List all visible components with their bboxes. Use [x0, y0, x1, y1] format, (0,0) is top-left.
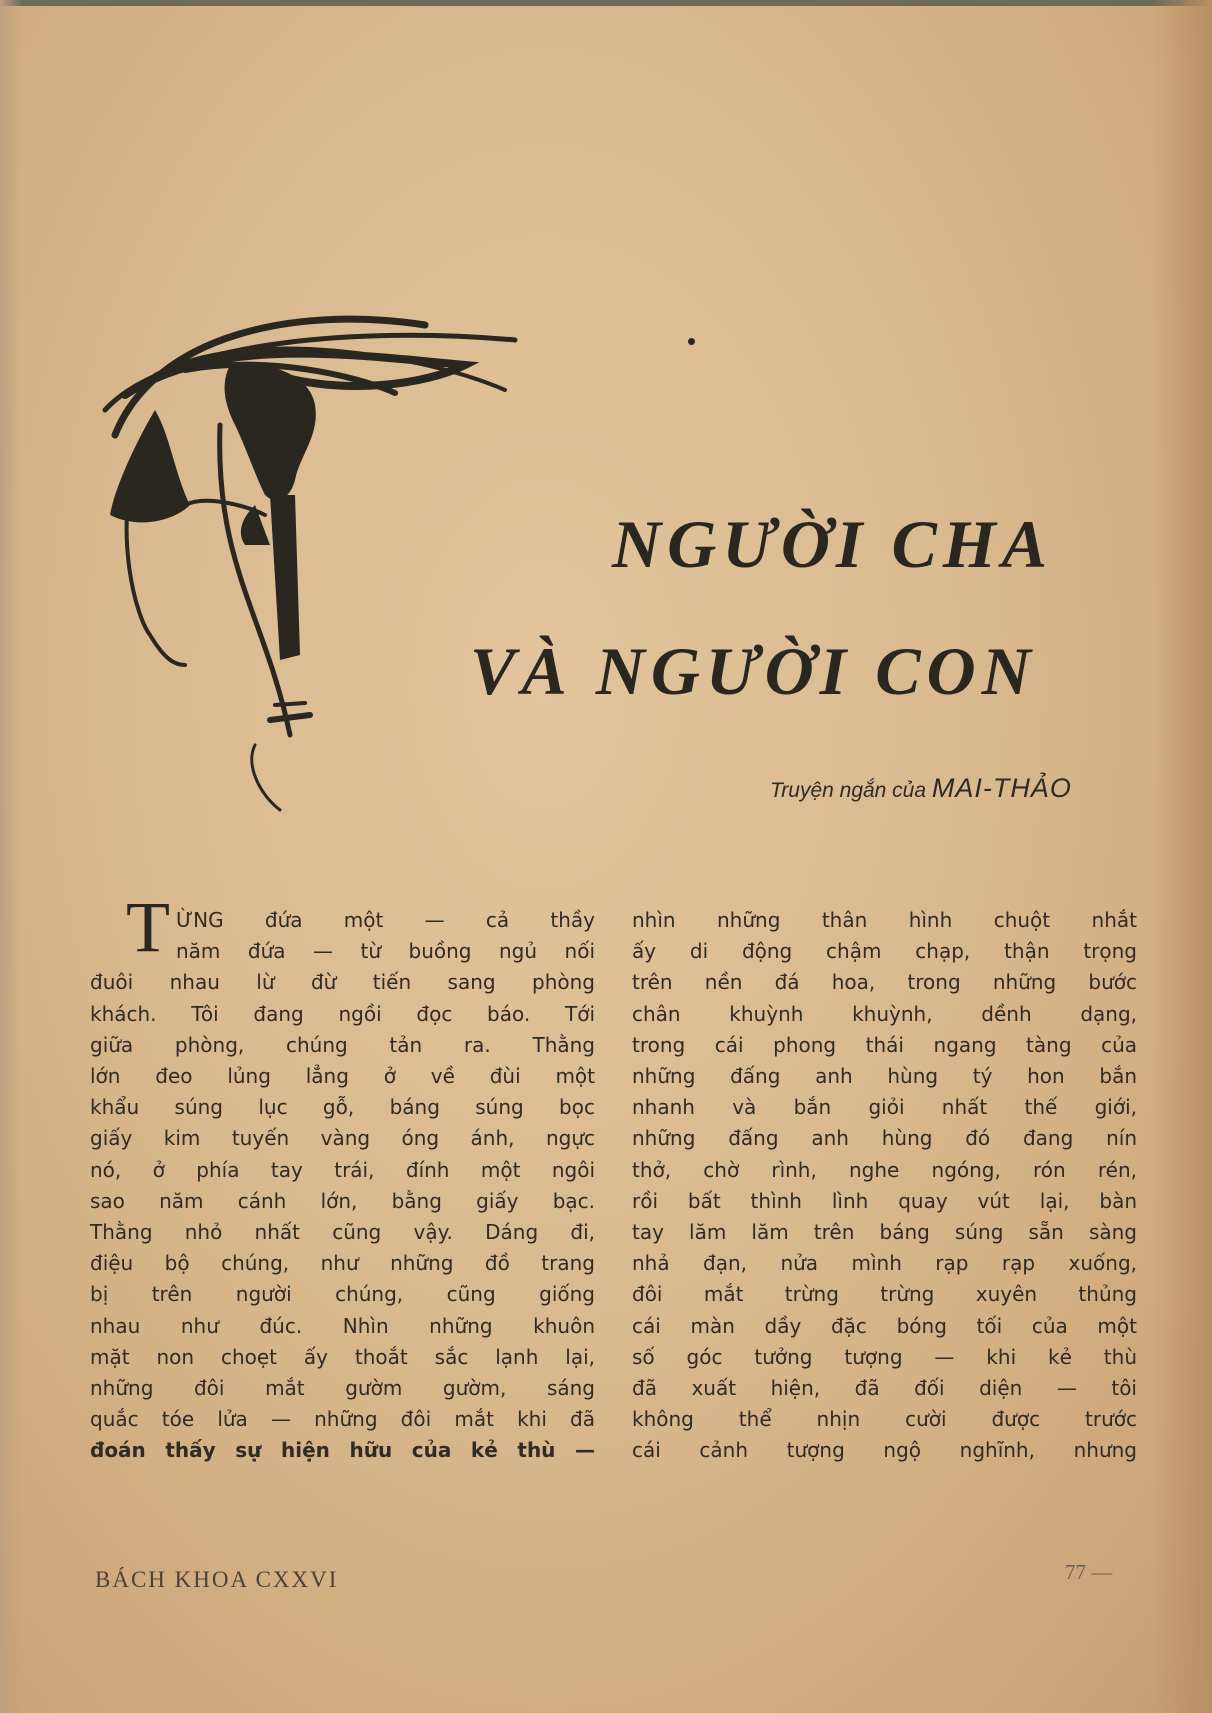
text-line: những đấng anh hùng tý hon bắn [632, 1064, 1137, 1089]
byline-author: MAI-THẢO [931, 773, 1072, 803]
publication-name: BÁCH KHOA CXXVI [95, 1567, 339, 1592]
byline [770, 773, 1072, 804]
text-line: cái cảnh tượng ngộ nghĩnh, nhưng [632, 1438, 1137, 1463]
text-line: giữa phòng, chúng tản ra. Thằng [90, 1032, 595, 1057]
decorative-dot [688, 338, 695, 345]
text-line: lớn đeo lủng lẳng ở về đùi một [90, 1064, 595, 1089]
article-column-left [90, 887, 595, 1467]
text-line: thở, chờ rình, nghe ngóng, rón rén, [632, 1157, 1137, 1182]
text-line: giấy kim tuyến vàng óng ánh, ngực [90, 1126, 595, 1151]
text-line: trong cái phong thái ngang tàng của [632, 1032, 1137, 1057]
text-line: đã xuất hiện, đã đối diện — tôi [632, 1376, 1137, 1401]
text-line: nó, ở phía tay trái, đính một ngôi [90, 1157, 595, 1182]
text-line: khẩu súng lục gỗ, báng súng bọc [90, 1095, 595, 1120]
text-line: nhả đạn, nửa mình rạp rạp xuống, [632, 1251, 1137, 1276]
ink-drawing-figure-icon [95, 315, 565, 815]
text-line: chân khuỳnh khuỳnh, dềnh dạng, [632, 1001, 1137, 1026]
story-title-line-2: VÀ NGƯỜI CON [470, 633, 1037, 709]
text-line: tay lăm lăm trên báng súng sẵn sàng [632, 1220, 1137, 1245]
text-line: đôi mắt trừng trừng xuyên thủng [632, 1282, 1137, 1307]
text-line: quắc tóe lửa — những đôi mắt khi đã [90, 1407, 595, 1432]
byline-prefix: Truyện ngắn của [770, 779, 927, 802]
text-line: số góc tưởng tượng — khi kẻ thù [632, 1344, 1137, 1369]
text-line: đoán thấy sự hiện hữu của kẻ thù — [90, 1438, 595, 1463]
text-line: sao năm cánh lớn, bằng giấy bạc. [90, 1188, 595, 1213]
text-line: ỪNG đứa một — cả thầy [175, 908, 595, 932]
text-line: điệu bộ chúng, như những đồ trang [90, 1251, 595, 1276]
story-title-line-1: NGƯỜI CHA [612, 506, 1054, 582]
text-line: đuôi nhau lừ đừ tiến sang phòng [90, 970, 595, 995]
page-number: 77 — [1065, 1560, 1113, 1584]
page-top-edge [0, 0, 1212, 6]
text-line: Thằng nhỏ nhất cũng vậy. Dáng đi, [90, 1220, 595, 1245]
text-line: những đôi mắt gườm gườm, sáng [90, 1376, 595, 1401]
drop-cap: T [126, 887, 170, 967]
text-line: nhau như đúc. Nhìn những khuôn [90, 1313, 595, 1338]
text-line: bị trên người chúng, cũng giống [90, 1282, 595, 1307]
article-column-right [632, 905, 1137, 1467]
text-line: cái màn dầy đặc bóng tối của một [632, 1313, 1137, 1338]
text-line: những đấng anh hùng đó đang nín [632, 1126, 1137, 1151]
text-line: năm đứa — từ buồng ngủ nối [175, 939, 595, 964]
page-right-edge [1152, 0, 1212, 1713]
text-line: nhanh và bắn giỏi nhất thế giới, [632, 1095, 1137, 1120]
page-left-edge [0, 0, 22, 1713]
text-line: không thể nhịn cười được trước [632, 1407, 1137, 1432]
text-line: nhìn những thân hình chuột nhắt [632, 908, 1137, 932]
text-line: ấy di động chậm chạp, thận trọng [632, 939, 1137, 964]
text-line: khách. Tôi đang ngồi đọc báo. Tới [90, 1001, 595, 1026]
text-line: rồi bất thình lình quay vút lại, bàn [632, 1188, 1137, 1213]
text-line: mặt non choẹt ấy thoắt sắc lạnh lại, [90, 1344, 595, 1369]
text-line: trên nền đá hoa, trong những bước [632, 970, 1137, 995]
